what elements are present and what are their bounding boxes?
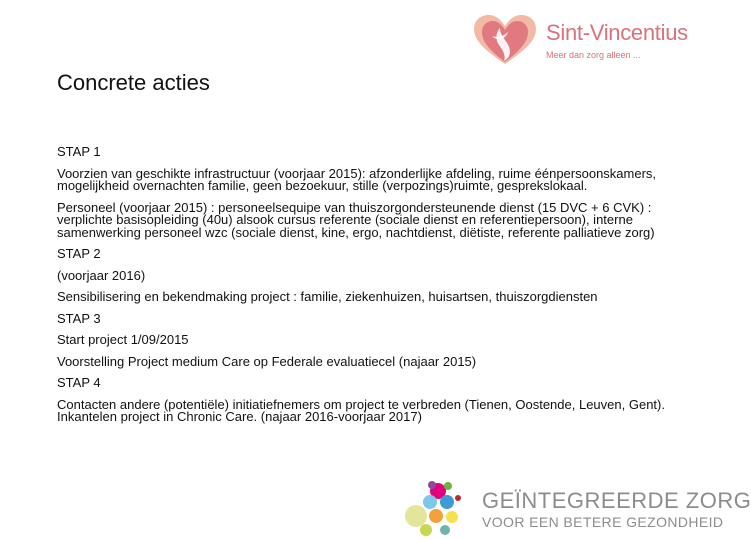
slide-title: Concrete acties: [57, 70, 210, 95]
brand-name: Sint-Vincentius: [546, 20, 688, 45]
sint-vincentius-logo: [470, 12, 710, 68]
heart-logo-icon: [470, 12, 540, 68]
logo-line-1: GEÏNTEGREERDE ZORG: [482, 488, 751, 513]
step-heading: STAP 1: [57, 144, 101, 159]
paragraph-text: (voorjaar 2016): [57, 267, 146, 283]
paragraph-text: Personeel (voorjaar 2015) : personeelsequipe van thuiszorgondersteunende dienst (15 DVC + 6 CVK) : verplichte basisopleiding (40u) alsook cursus referente (sociale dienst en referentiepersoon), interne samenwerking personeel wzc (sociale dienst, kine, ergo, nachtdienst, diëtiste, referente palliatieve zorg): [57, 199, 655, 240]
step-heading: STAP 3: [57, 310, 101, 326]
paragraph-text: Start project 1/09/2015: [57, 332, 189, 347]
colored-dots-logo-icon: [400, 478, 480, 540]
paragraph-text: Voorzien van geschikte infrastructuur (voorjaar 2015): afzonderlijke afdeling, ruime éénpersoonskamers, mogelijkheid overnachten familie, geen bezoekuur, stille (verpozings)ruimte, gesprekslokaal.: [57, 165, 657, 193]
paragraph-text: Sensibilisering en bekendmaking project : familie, ziekenhuizen, huisartsen, thuiszorgdiensten: [57, 289, 598, 304]
step-heading: STAP 2: [57, 246, 101, 261]
logo-line-2: VOOR EEN BETERE GEZONDHEID: [482, 514, 724, 530]
slide-content: [57, 146, 669, 433]
brand-tagline: Meer dan zorg alleen ...: [546, 50, 641, 60]
paragraph-text: Voorstelling Project medium Care op Federale evaluatiecel (najaar 2015): [57, 353, 477, 369]
paragraph-text: Contacten andere (potentiële) initiatiefnemers om project te verbreden (Tienen, Oostende, Leuven, Gent). Inkantelen project in Chronic Care. (najaar 2016-voorjaar 2017): [57, 396, 665, 424]
geintegreerde-zorg-logo: [400, 478, 751, 540]
step-heading: STAP 4: [57, 375, 101, 390]
